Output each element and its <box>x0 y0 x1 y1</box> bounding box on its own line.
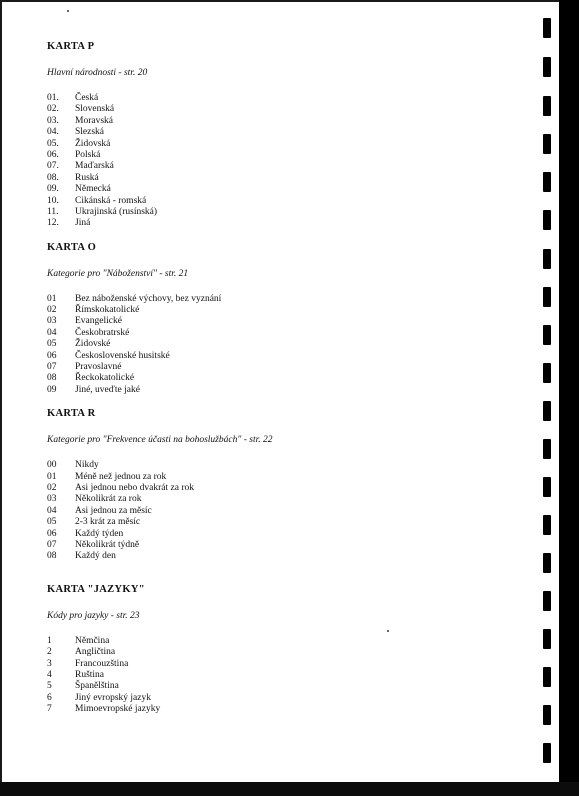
item-label: Moravská <box>75 115 113 126</box>
list-item <box>47 207 517 218</box>
card-p-section <box>47 40 517 230</box>
document-body <box>47 40 517 715</box>
binding-hole <box>543 705 551 725</box>
list-item <box>47 116 517 127</box>
item-label: Němčina <box>75 635 110 646</box>
binding-hole <box>543 363 551 383</box>
item-code: 09 <box>47 384 57 395</box>
list-item <box>47 316 517 327</box>
item-code: 08 <box>47 373 57 384</box>
item-label: Španělština <box>75 681 119 692</box>
binding-hole <box>543 134 551 154</box>
list-item <box>47 506 517 517</box>
item-label: Slezská <box>75 127 105 138</box>
code-list <box>47 294 517 397</box>
item-label: Slovenská <box>75 104 115 115</box>
list-item <box>47 551 517 562</box>
item-label: Ruská <box>75 172 99 183</box>
card-r-section <box>47 407 517 563</box>
list-item <box>47 483 517 494</box>
item-label: Asi jednou za měsíc <box>75 505 152 516</box>
list-item <box>47 472 517 483</box>
item-label: Jiná <box>75 218 91 229</box>
item-label: Několikrát za rok <box>75 494 142 505</box>
scan-border-bottom <box>0 782 579 796</box>
list-item <box>47 127 517 138</box>
item-code: 01 <box>47 293 57 304</box>
list-item <box>47 529 517 540</box>
item-code: 04 <box>47 505 57 516</box>
list-item <box>47 184 517 195</box>
item-code: 02 <box>47 305 57 316</box>
item-code: 6 <box>47 692 52 703</box>
scan-border-top <box>0 0 579 2</box>
list-item <box>47 659 517 670</box>
item-code: 05. <box>47 138 59 149</box>
item-label: Mimoevropské jazyky <box>75 704 161 715</box>
item-label: Německá <box>75 184 111 195</box>
item-code: 09. <box>47 184 59 195</box>
list-item <box>47 494 517 505</box>
card-title: KARTA O <box>47 241 97 253</box>
item-code: 02. <box>47 104 59 115</box>
list-item <box>47 693 517 704</box>
list-item <box>47 681 517 692</box>
item-code: 07 <box>47 539 57 550</box>
item-code: 06 <box>47 528 57 539</box>
list-item <box>47 218 517 229</box>
binding-hole <box>543 439 551 459</box>
item-label: Ukrajinská (rusínská) <box>75 206 158 217</box>
item-code: 08 <box>47 551 57 562</box>
list-item <box>47 704 517 715</box>
item-label: Česká <box>75 93 99 103</box>
item-label: Angličtina <box>75 647 116 658</box>
code-list <box>47 93 517 230</box>
list-item <box>47 294 517 305</box>
card-o-section <box>47 241 517 397</box>
list-item <box>47 150 517 161</box>
card-subtitle: Hlavní národnosti - str. 20 <box>47 68 148 78</box>
item-label: Bez náboženské výchovy, bez vyznání <box>75 293 222 304</box>
item-label: Židovská <box>75 138 111 149</box>
item-code: 05 <box>47 339 57 350</box>
item-label: Každý týden <box>75 528 124 539</box>
list-item <box>47 173 517 184</box>
list-item <box>47 373 517 384</box>
item-code: 11. <box>47 206 59 217</box>
card-subtitle: Kódy pro jazyky - str. 23 <box>47 610 140 621</box>
binding-hole <box>543 249 551 269</box>
binding-hole <box>543 57 551 77</box>
binding-hole <box>543 172 551 192</box>
item-code: 03 <box>47 494 57 505</box>
item-code: 08. <box>47 172 59 183</box>
item-code: 07 <box>47 362 57 373</box>
item-code: 03 <box>47 316 57 327</box>
binding-hole <box>543 287 551 307</box>
scan-border-right <box>559 0 579 796</box>
item-code: 06. <box>47 149 59 160</box>
list-item <box>47 636 517 647</box>
list-item <box>47 339 517 350</box>
scan-speck <box>67 10 69 12</box>
item-code: 3 <box>47 658 52 669</box>
list-item <box>47 517 517 528</box>
code-list <box>47 460 517 563</box>
binding-hole <box>543 18 551 38</box>
list-item <box>47 351 517 362</box>
card-title: KARTA "JAZYKY" <box>47 583 145 595</box>
item-code: 12. <box>47 218 59 229</box>
binding-hole <box>543 96 551 116</box>
item-label: Jiné, uveďte jaké <box>75 384 140 395</box>
item-label: Asi jednou nebo dvakrát za rok <box>75 482 194 493</box>
binding-hole <box>543 553 551 573</box>
card-title: KARTA R <box>47 408 96 420</box>
item-label: Pravoslavné <box>75 362 122 373</box>
list-item <box>47 161 517 172</box>
item-code: 10. <box>47 195 59 206</box>
list-item <box>47 139 517 150</box>
item-code: 01 <box>47 471 57 482</box>
item-code: 1 <box>47 635 52 646</box>
item-label: Českobratrské <box>75 327 130 338</box>
card-subtitle: Kategorie pro "Náboženství" - str. 21 <box>47 268 189 279</box>
item-label: Evangelické <box>75 316 122 327</box>
binding-hole <box>543 591 551 611</box>
item-code: 02 <box>47 482 57 493</box>
item-code: 04 <box>47 327 57 338</box>
list-item <box>47 328 517 339</box>
item-label: Ruština <box>75 669 105 680</box>
item-code: 7 <box>47 704 52 715</box>
item-code: 06 <box>47 350 57 361</box>
item-code: 4 <box>47 669 52 680</box>
item-label: Maďarská <box>75 161 114 172</box>
scan-border-left <box>0 0 2 796</box>
item-code: 03. <box>47 115 59 126</box>
item-code: 00 <box>47 460 57 471</box>
list-item <box>47 647 517 658</box>
list-item <box>47 540 517 551</box>
item-label: 2-3 krát za měsíc <box>75 517 141 528</box>
item-code: 2 <box>47 647 52 658</box>
item-label: Československé husitské <box>75 350 170 361</box>
card-languages-section <box>47 583 517 716</box>
item-code: 01. <box>47 93 59 103</box>
item-label: Francouzština <box>75 658 129 669</box>
list-item <box>47 196 517 207</box>
list-item <box>47 460 517 471</box>
code-list <box>47 636 517 716</box>
binding-hole <box>543 401 551 421</box>
item-code: 5 <box>47 681 52 692</box>
item-label: Několikrát týdně <box>75 539 140 550</box>
item-label: Židovské <box>75 339 111 350</box>
card-title: KARTA P <box>47 41 95 52</box>
binding-hole <box>543 515 551 535</box>
binding-hole <box>543 629 551 649</box>
list-item <box>47 670 517 681</box>
list-item <box>47 362 517 373</box>
item-label: Cikánská - romská <box>75 195 147 206</box>
binding-hole <box>543 667 551 687</box>
binding-hole <box>543 477 551 497</box>
binding-hole <box>543 325 551 345</box>
list-item <box>47 385 517 396</box>
item-label: Každý den <box>75 551 116 562</box>
list-item <box>47 104 517 115</box>
item-code: 07. <box>47 161 59 172</box>
item-code: 04. <box>47 127 59 138</box>
binding-hole <box>543 210 551 230</box>
item-label: Polská <box>75 149 101 160</box>
list-item <box>47 93 517 104</box>
binding-hole <box>543 743 551 763</box>
item-label: Jiný evropský jazyk <box>75 692 151 703</box>
item-label: Méně než jednou za rok <box>75 471 167 482</box>
list-item <box>47 305 517 316</box>
item-label: Řeckokatolické <box>75 373 135 384</box>
item-label: Nikdy <box>75 460 99 471</box>
card-subtitle: Kategorie pro "Frekvence účasti na bohoslužbách" - str. 22 <box>47 435 273 446</box>
item-label: Římskokatolické <box>75 305 140 316</box>
item-code: 05 <box>47 517 57 528</box>
